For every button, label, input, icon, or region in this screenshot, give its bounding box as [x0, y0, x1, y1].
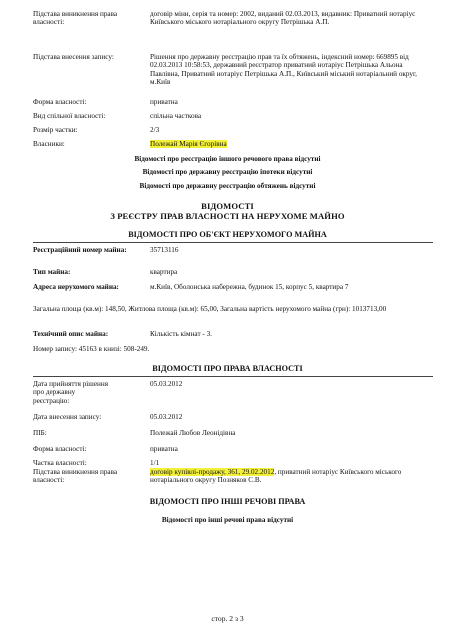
contract-highlight: договір купівлі-продажу, 361, 29.02.2012: [150, 468, 275, 476]
owners-label: Власники:: [33, 140, 65, 148]
ownership-form-value: приватна: [150, 98, 178, 106]
basis-label: Підстава виникнення права власності:: [33, 10, 118, 27]
share-size-value: 2/3: [150, 126, 160, 134]
page-number: стор. 2 з 3: [211, 614, 244, 623]
joint-ownership-type-label: Вид спільної власності:: [33, 112, 106, 120]
decision-date-value: 05.03.2012: [150, 380, 183, 388]
other-right-notice: Відомості про реєстрацію іншого речового права відсутні: [134, 155, 321, 163]
property-type-label: Тип майна:: [33, 268, 71, 276]
ownership-share-label: Частка власності:: [33, 459, 87, 467]
contract-notary-text: , приватний нотаріус Київського міського нотаріального округу Позняков С.В.: [150, 468, 402, 485]
section-divider: [33, 242, 433, 243]
ownership-form-label: Форма власності:: [33, 98, 87, 106]
ownership-section-heading: ВІДОМОСТІ ПРО ПРАВА ВЛАСНОСТІ: [152, 364, 303, 373]
full-name-value: Полежай Любов Леонідівна: [150, 429, 236, 437]
object-section-heading: ВІДОМОСТІ ПРО ОБ'ЄКТ НЕРУХОМОГО МАЙНА: [128, 230, 327, 239]
ownership-form-value-2: приватна: [150, 445, 178, 453]
address-label: Адреса нерухомого майна:: [33, 283, 119, 291]
basis-value: договір міни, серія та номер: 2002, виданий 02.03.2013, видавник: Приватний нотаріус Київського міського нотаріального округу Петрішька А.П.: [150, 10, 416, 27]
document-title-line1: ВІДОМОСТІ: [201, 201, 254, 211]
other-rights-notice: Відомості про інші речові права відсутні: [161, 516, 294, 524]
owners-value: Полежай Марія Єгорівна: [150, 140, 227, 148]
encumbrance-notice: Відомості про державну реєстрацію обтяжень відсутні: [139, 182, 316, 190]
record-basis-label: Підстава внесення запису:: [33, 53, 114, 61]
ownership-form-label-2: Форма власності:: [33, 445, 87, 453]
reg-number-label: Реєстраційний номер майна:: [33, 246, 127, 254]
tech-description-label: Технічний опис майна:: [33, 330, 109, 338]
entry-date-label: Дата внесення запису:: [33, 413, 102, 421]
address-value: м.Київ, Оболонська набережна, будинок 15, корпус 5, квартира 7: [150, 283, 349, 291]
entry-date-value: 05.03.2012: [150, 413, 183, 421]
record-basis-value: Рішення про державну реєстрацію прав та їх обтяжень, індексний номер: 669895 від 02.03.2013 10:58:53, державний реєстратор приватний нотаріус Петрішька Альона Павлівна, Приватний нотаріус Петрішька А.П., Київський міський нотаріальний округ, м.Київ: [150, 53, 417, 87]
decision-date-label: Дата прийняття рішення про державну реєстрацію:: [33, 380, 109, 405]
reg-number-value: 35713116: [150, 246, 179, 254]
section-divider: [33, 376, 433, 377]
joint-ownership-type-value: спільна часткова: [150, 112, 202, 120]
property-type-value: квартира: [150, 268, 178, 276]
ownership-share-value: 1/1: [150, 459, 160, 467]
tech-description-value: Кількість кімнат - 3.: [150, 330, 212, 338]
area-text: Загальна площа (кв.м): 148,50, Житлова площа (кв.м): 65,00, Загальна вартість нерухомого майна (грн): 1013713,00: [33, 305, 387, 313]
full-name-label: ПІБ:: [33, 429, 47, 437]
mortgage-notice: Відомості про державну реєстрацію іпотеки відсутні: [142, 168, 313, 176]
share-size-label: Розмір частки:: [33, 126, 78, 134]
document-title-line2: З РЕЄСТРУ ПРАВ ВЛАСНОСТІ НА НЕРУХОМЕ МАЙНО: [110, 211, 345, 221]
record-number-text: Номер запису: 45163 в книзі: 508-249.: [33, 345, 150, 353]
ownership-basis-value: [150, 468, 432, 485]
ownership-basis-label: Підстава виникнення права власності:: [33, 468, 118, 485]
other-rights-heading: ВІДОМОСТІ ПРО ІНШІ РЕЧОВІ ПРАВА: [149, 497, 306, 506]
